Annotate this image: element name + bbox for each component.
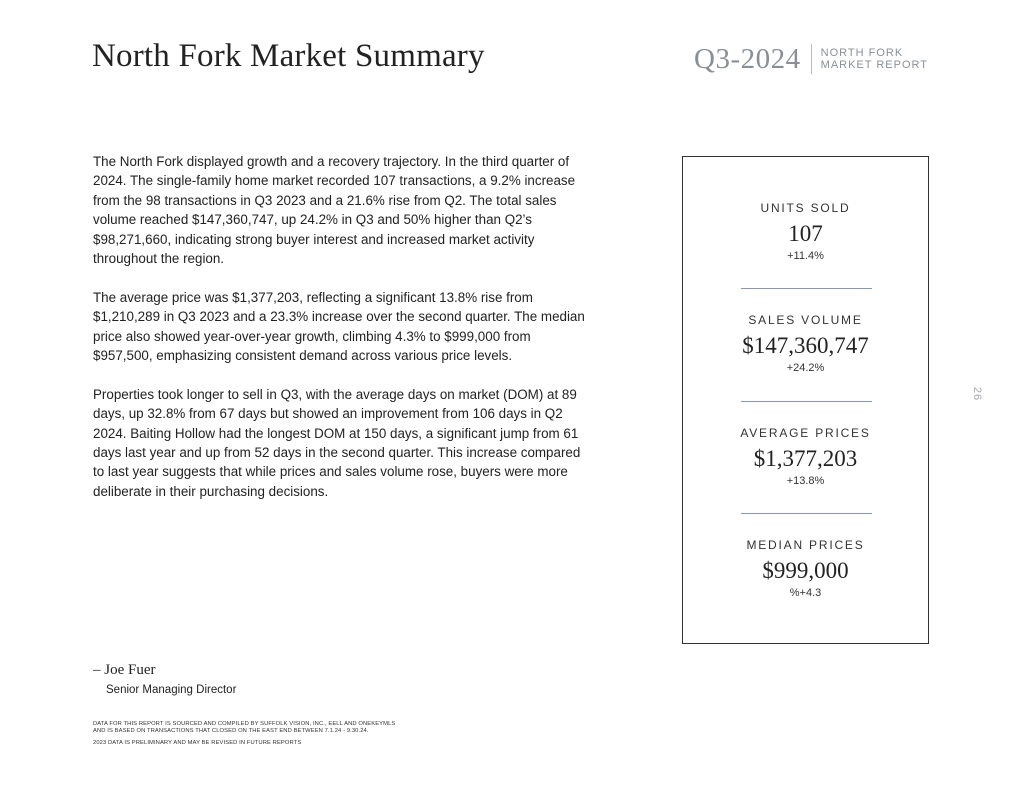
author-role: Senior Managing Director	[106, 684, 237, 696]
stat-value: $999,000	[762, 558, 849, 583]
report-quarter: Q3-2024	[694, 42, 801, 75]
attribution	[93, 662, 236, 696]
stat-divider	[741, 513, 872, 514]
footnote-line: 2023 DATA IS PRELIMINARY AND MAY BE REVISED IN FUTURE REPORTS	[93, 739, 302, 746]
stat-label: SALES VOLUME	[748, 313, 863, 327]
summary-paragraph-2: The average price was $1,377,203, reflecting a significant 13.8% rise from $1,210,289 in Q3 2023 and a 23.3% increase over the second quarter. The median price also showed year-over-year growth, climbing 4.3% to $999,000 from $957,500, emphasizing consistent demand across various price levels.	[93, 289, 585, 364]
stat-value: 107	[788, 221, 823, 246]
footnote-line: DATA FOR THIS REPORT IS SOURCED AND COMPILED BY SUFFOLK VISION, INC., EELL AND ONEKEYMLS	[93, 721, 396, 727]
summary-paragraph-3: Properties took longer to sell in Q3, with the average days on market (DOM) at 89 days, up 32.8% from 67 days but showed an improvement from 106 days in Q2 2024. Baiting Hollow had the longest DOM at 150 days, a significant jump from 61 days last year and up from 52 days in the second quarter. This increase compared to last year suggests that while prices and sales volume rose, buyers were more deliberate in their purchasing decisions.	[93, 386, 581, 499]
summary-body	[93, 152, 593, 521]
stat-units-sold	[683, 201, 928, 262]
stat-median-prices	[683, 538, 928, 599]
stat-value: $147,360,747	[742, 333, 869, 358]
stat-change: +13.8%	[786, 475, 825, 487]
stat-divider	[741, 401, 872, 402]
stat-change: +11.4%	[787, 250, 824, 262]
author-name: – Joe Fuer	[93, 662, 156, 678]
data-source-footnote	[93, 721, 473, 747]
stat-label: UNITS SOLD	[760, 201, 851, 215]
report-name-line-1: NORTH FORK	[820, 47, 904, 59]
page-title: North Fork Market Summary	[92, 38, 485, 74]
stats-panel	[682, 156, 929, 644]
stat-change: +24.2%	[786, 362, 825, 374]
stat-label: AVERAGE PRICES	[740, 426, 871, 440]
report-name-line-2: MARKET REPORT	[820, 59, 928, 71]
stat-divider	[741, 288, 872, 289]
stat-change: %+4.3	[789, 587, 822, 599]
page-number: 26	[971, 386, 984, 402]
tag-divider	[811, 44, 812, 74]
stat-label: MEDIAN PRICES	[746, 538, 865, 552]
summary-paragraph-1: The North Fork displayed growth and a recovery trajectory. In the third quarter of 2024. The single-family home market recorded 107 transactions, a 9.2% increase from the 98 transactions in Q3 2023 and a 21.6% rise from Q2. The total sales volume reached $147,360,747, up 24.2% in Q3 and 50% higher than Q2’s $98,271,660, indicating strong buyer interest and increased market activity throughout the region.	[93, 154, 576, 267]
stat-sales-volume	[683, 313, 928, 374]
stat-average-prices	[683, 426, 928, 487]
report-tag	[694, 42, 928, 76]
report-name	[821, 47, 928, 71]
footnote-line: AND IS BASED ON TRANSACTIONS THAT CLOSED ON THE EAST END BETWEEN 7.1.24 - 9.30.24.	[93, 728, 369, 735]
stat-value: $1,377,203	[753, 446, 858, 471]
